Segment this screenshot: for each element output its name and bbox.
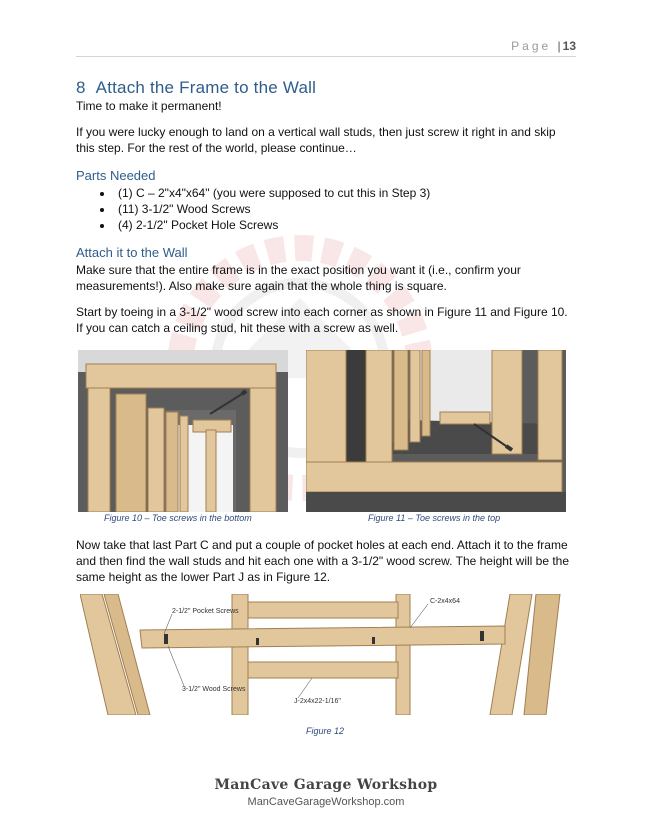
footer-url-link[interactable]: ManCaveGarageWorkshop.com [247,796,405,808]
label-part-c: C-2x4x64 [430,598,460,605]
section-number: 8 [76,78,86,97]
section-heading [76,78,576,98]
list-item: • (4) 2-1/2" Pocket Hole Screws [114,217,576,233]
list-item: • (11) 3-1/2" Wood Screws [114,201,576,217]
page-header [76,36,576,57]
page-content [76,78,576,336]
attach-heading: Attach it to the Wall [76,245,188,260]
figure-10-image [78,350,288,512]
attach-paragraph-3: Now take that last Part C and put a couple of pocket holes at each end. Attach it to the frame and then find the wall studs and hit each one with a 3-1/2" wood screw. The height will be the same height as the lower Part J as in Figure 12. [76,538,570,584]
footer-brand: ManCave Garage Workshop [214,777,438,793]
label-pocket-screws: 2-1/2" Pocket Screws [172,608,239,615]
figure-12-image [80,594,561,715]
page-separator: | [557,39,561,53]
page-content-continued [76,537,576,585]
label-part-j: J-2x4x22-1/16" [294,698,341,705]
attach-paragraph-1: Make sure that the entire frame is in the exact position you want it (i.e., confirm your measurements!). Also make sure again that the whole thing is square. [76,263,521,293]
figure-row [78,350,568,523]
figure-11-image [306,350,566,512]
label-wood-screws: 3-1/2" Wood Screws [182,686,246,693]
parts-heading: Parts Needed [76,168,156,183]
section-title: Attach the Frame to the Wall [95,78,317,97]
figure-11-caption: Figure 11 – Toe screws in the top [368,513,501,523]
figure-12-caption: Figure 12 [306,726,345,736]
attach-paragraph-2: Start by toeing in a 3-1/2" wood screw into each corner as shown in Figure 11 and Figure 10. If you can catch a ceiling stud, hit these with a screw as well. [76,305,568,335]
parts-list [76,185,576,233]
section-intro: Time to make it permanent! [76,99,222,113]
section-paragraph-1: If you were lucky enough to land on a vertical wall studs, then just screw it right in and skip this step. For the rest of the world, please continue… [76,125,556,155]
list-item: • (1) C – 2"x4"x64" (you were supposed to cut this in Step 3) [114,185,576,201]
figure-10-caption: Figure 10 – Toe screws in the bottom [104,513,252,523]
page-number [511,39,576,53]
page-number-value: 13 [562,39,576,53]
page-word: Page [511,39,552,53]
